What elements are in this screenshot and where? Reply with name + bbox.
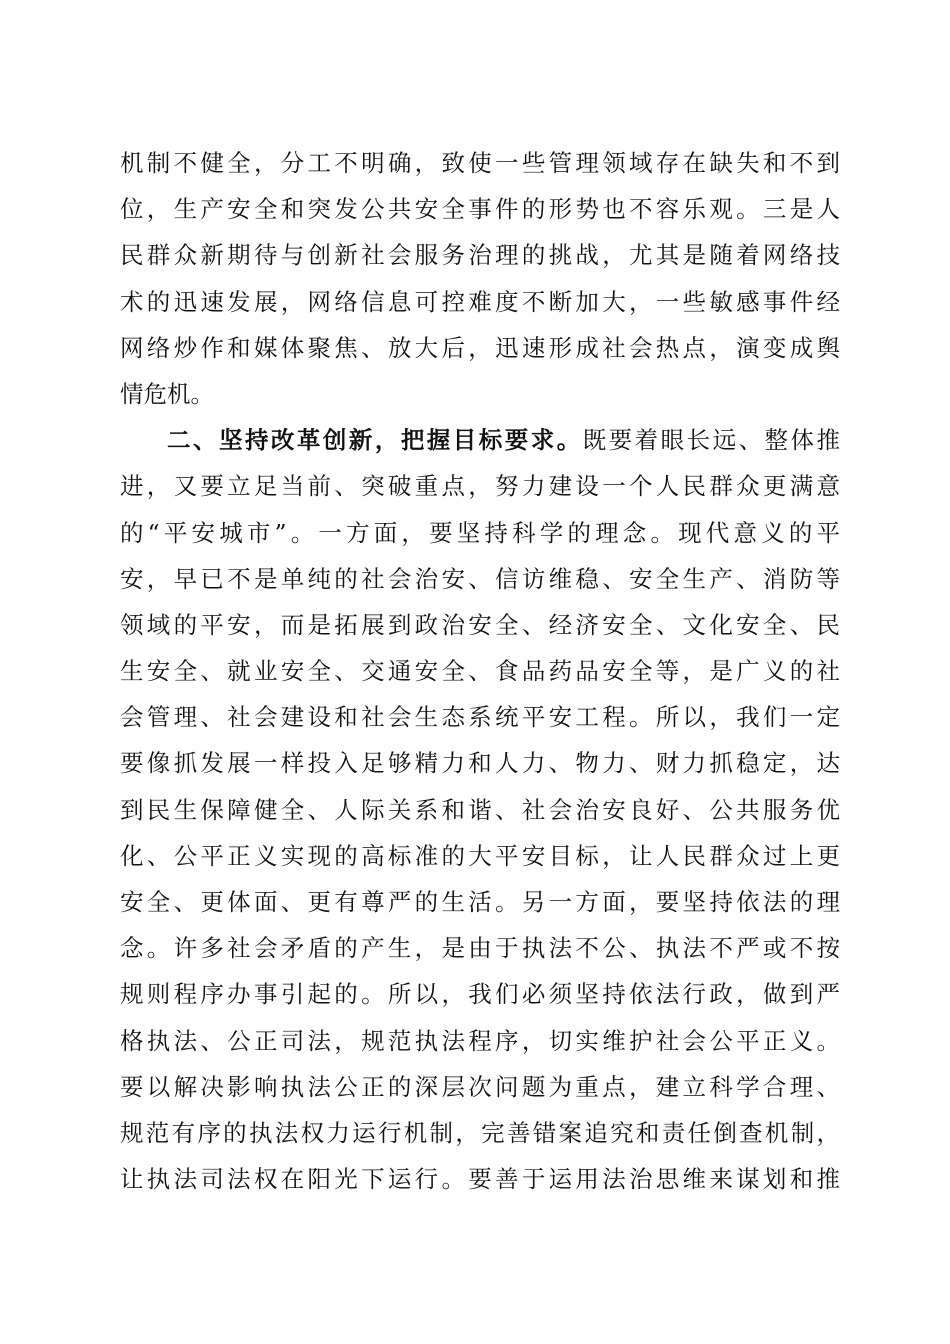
text-line: 进，又要立足当前、突破重点，努力建设一个人民群众更满意 [120,472,840,501]
text-line: 安，早已不是单纯的社会治安、信访维稳、安全生产、消防等 [120,564,840,593]
text-line: 网络炒作和媒体聚焦、放大后，迅速形成社会热点，演变成舆 [120,333,840,362]
text-line: 要以解决影响执法公正的深层次问题为重点，建立科学合理、 [120,1072,840,1101]
text-line: 术的迅速发展，网络信息可控难度不断加大，一些敏感事件经 [120,287,840,316]
text-line: 念。许多社会矛盾的产生，是由于执法不公、执法不严或不按 [120,934,840,963]
text-line: 到民生保障健全、人际关系和谐、社会治安良好、公共服务优 [120,795,840,824]
text-line: 领域的平安，而是拓展到政治安全、经济安全、文化安全、民 [120,610,840,639]
heading-continuation: 既要着眼长远、整体推 [582,426,841,455]
paragraph-2 [120,417,840,1202]
text-line: 生安全、就业安全、交通安全、食品药品安全等，是广义的社 [120,657,840,686]
paragraph-1 [120,140,840,417]
text-line: 会管理、社会建设和社会生态系统平安工程。所以，我们一定 [120,703,840,732]
text-line: 规范有序的执法权力运行机制，完善错案追究和责任倒查机制， [120,1118,840,1147]
text-line: 规则程序办事引起的。所以，我们必须坚持依法行政，做到严 [120,980,840,1009]
text-line: 位，生产安全和突发公共安全事件的形势也不容乐观。三是人 [120,195,840,224]
section-heading: 二、坚持改革创新，把握目标要求。 [167,426,583,455]
text-line: 让执法司法权在阳光下运行。要善于运用法治思维来谋划和推 [120,1165,840,1194]
document-body [120,140,840,1202]
text-line: 要像抓发展一样投入足够精力和人力、物力、财力抓稳定，达 [120,749,840,778]
text-line: 机制不健全，分工不明确，致使一些管理领域存在缺失和不到 [120,149,840,177]
text-line-first [120,417,840,463]
text-line: 安全、更体面、更有尊严的生活。另一方面，要坚持依法的理 [120,888,840,916]
text-line: 民群众新期待与创新社会服务治理的挑战，尤其是随着网络技 [120,241,840,270]
text-line: 化、公平正义实现的高标准的大平安目标，让人民群众过上更 [120,841,840,870]
text-line: 情危机。 [120,379,214,408]
text-line: 格执法、公正司法，规范执法程序，切实维护社会公平正义。 [120,1026,840,1055]
text-line: 的“平安城市”。一方面，要坚持科学的理念。现代意义的平 [120,518,840,547]
